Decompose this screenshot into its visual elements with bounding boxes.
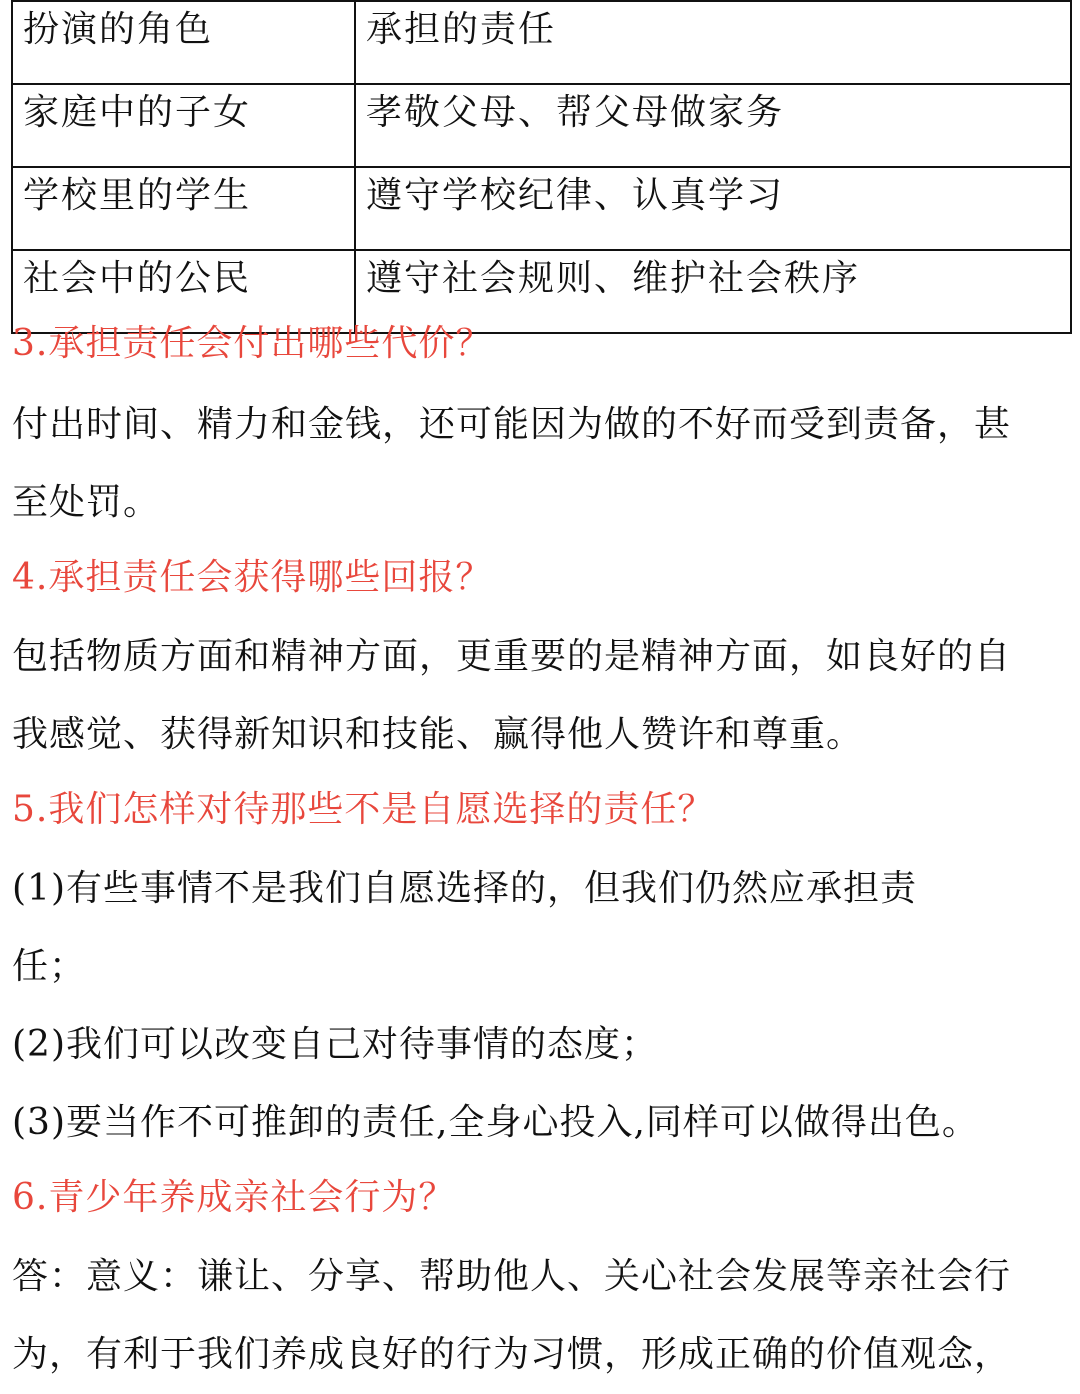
table-row xyxy=(12,167,1071,250)
answer-line: 我感觉、获得新知识和技能、赢得他人赞许和尊重。 xyxy=(12,714,864,755)
section-6 xyxy=(12,1176,1072,1394)
section-3 xyxy=(12,322,1072,542)
answer-line: 任； xyxy=(12,946,87,987)
answer-line: 答：意义：谦让、分享、帮助他人、关心社会发展等亲社会行 xyxy=(12,1256,1012,1297)
table-cell: 学校里的学生 xyxy=(12,167,355,250)
section-question: 5.我们怎样对待那些不是自愿选择的责任？ xyxy=(12,789,715,830)
table-row xyxy=(12,250,1071,333)
answer-line: 包括物质方面和精神方面，更重要的是精神方面，如良好的自 xyxy=(12,636,1012,677)
section-question: 6.青少年养成亲社会行为？ xyxy=(12,1177,456,1218)
section-question: 3.承担责任会付出哪些代价？ xyxy=(12,323,493,364)
answer-line: (2)我们可以改变自己对待事情的态度； xyxy=(12,1024,658,1065)
section-4 xyxy=(12,556,1072,774)
table-row xyxy=(12,84,1071,167)
roles-table xyxy=(11,0,1072,334)
table-cell: 遵守社会规则、维护社会秩序 xyxy=(355,250,1071,333)
section-answer xyxy=(12,386,1072,542)
answer-line: 至处罚。 xyxy=(12,482,161,523)
table-cell: 遵守学校纪律、认真学习 xyxy=(355,167,1071,250)
answer-line: (3)要当作不可推卸的责任,全身心投入,同样可以做得出色。 xyxy=(12,1102,979,1143)
table-cell: 社会中的公民 xyxy=(12,250,355,333)
section-answer xyxy=(12,618,1072,774)
section-answer xyxy=(12,1238,1072,1394)
table-row xyxy=(12,1,1071,84)
table-cell: 家庭中的子女 xyxy=(12,84,355,167)
table-cell: 孝敬父母、帮父母做家务 xyxy=(355,84,1071,167)
section-answer xyxy=(12,850,1072,1162)
answer-line: 付出时间、精力和金钱，还可能因为做的不好而受到责备，甚 xyxy=(12,404,1012,445)
section-5 xyxy=(12,788,1072,1162)
table-cell: 扮演的角色 xyxy=(12,1,355,84)
table-cell: 承担的责任 xyxy=(355,1,1071,84)
section-question: 4.承担责任会获得哪些回报？ xyxy=(12,557,493,598)
answer-line: (1)有些事情不是我们自愿选择的，但我们仍然应承担责 xyxy=(12,868,917,909)
answer-line: 为，有利于我们养成良好的行为习惯，形成正确的价值观念， xyxy=(12,1334,1012,1375)
